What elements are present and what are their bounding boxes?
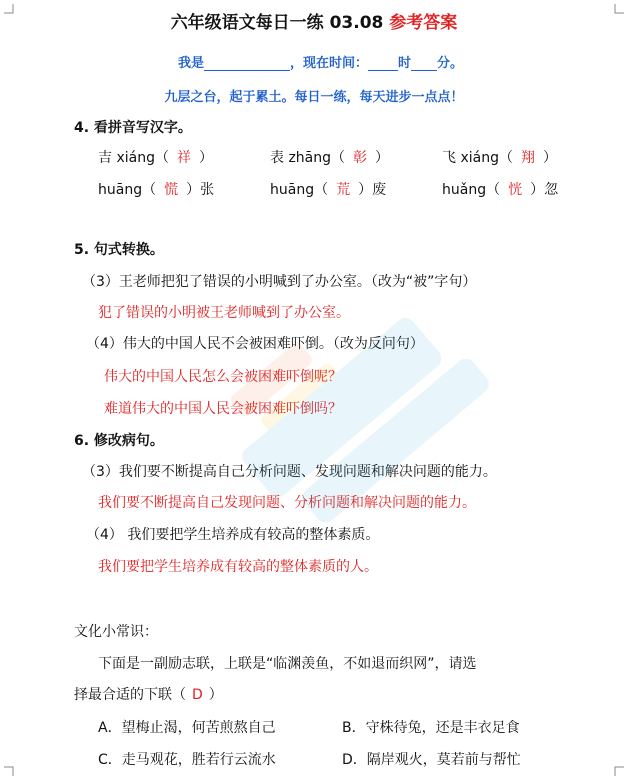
q4-answer: 翔 xyxy=(520,150,535,166)
q4-item xyxy=(98,147,213,167)
q4-prompt: 表 zhāng（ xyxy=(270,150,346,166)
q4-answer: 慌 xyxy=(164,182,179,198)
q5-answer-4b: 难道伟大的中国人民会被困难吓倒吗？ xyxy=(104,401,342,417)
q5-heading: 5. 句式转换。 xyxy=(74,242,164,258)
q4-answer: 彰 xyxy=(353,150,368,166)
q4-bracket: ） xyxy=(198,150,213,166)
culture-para-2-text: 择最合适的下联（ xyxy=(74,687,186,703)
info-min: 分。 xyxy=(437,56,464,71)
q4-prompt: huǎng（ xyxy=(442,182,501,198)
q4-prompt: huāng（ xyxy=(98,182,157,198)
info-prefix: 我是 xyxy=(178,56,205,71)
q4-prompt: 飞 xiáng（ xyxy=(442,150,513,166)
culture-para-2 xyxy=(74,684,223,704)
q4-item xyxy=(442,147,557,167)
crop-mark-icon xyxy=(4,766,14,776)
title-answer: 参考答案 xyxy=(389,13,458,33)
q4-answer: 祥 xyxy=(176,150,191,166)
q5-item-3: （3）王老师把犯了错误的小明喊到了办公室。（改为“被”字句） xyxy=(82,274,477,290)
q5-answer-3: 犯了错误的小明被王老师喊到了办公室。 xyxy=(98,305,350,321)
option-c: C．走马观花，胜若行云流水 xyxy=(98,752,276,768)
option-d: D．隔岸观火，莫若前与帮忙 xyxy=(342,752,521,768)
q5-answer-4a: 伟大的中国人民怎么会被困难吓倒呢？ xyxy=(104,369,342,385)
q4-heading: 4. 看拼音写汉字。 xyxy=(74,120,192,136)
q6-answer-4: 我们要把学生培养成有较高的整体素质的人。 xyxy=(98,559,378,575)
q4-answer: 恍 xyxy=(508,182,523,198)
culture-para-1: 下面是一副励志联，上联是“临渊羡鱼，不如退而织网”，请选 xyxy=(98,656,477,672)
title-main: 六年级语文每日一练 03.08 xyxy=(170,13,390,33)
info-hour: 时 xyxy=(398,56,412,71)
q4-bracket: ）废 xyxy=(358,182,387,198)
q4-bracket: ） xyxy=(375,150,390,166)
culture-heading: 文化小常识： xyxy=(74,624,158,640)
option-b: B．守株待兔，还是丰衣足食 xyxy=(342,720,520,736)
q6-item-4: （4） 我们要把学生培养成有较高的整体素质。 xyxy=(86,527,380,543)
q4-item xyxy=(270,179,386,199)
q4-bracket: ）忽 xyxy=(530,182,559,198)
crop-mark-icon xyxy=(614,766,624,776)
minute-blank[interactable] xyxy=(411,56,437,71)
q4-item xyxy=(270,147,389,167)
culture-answer: D xyxy=(192,687,203,703)
q4-prompt: 吉 xiáng（ xyxy=(98,150,169,166)
q5-item-4: （4）伟大的中国人民不会被困难吓倒。（改为反问句） xyxy=(86,336,424,352)
q4-bracket: ）张 xyxy=(186,182,215,198)
culture-para-2-bracket: ） xyxy=(208,687,223,703)
q4-answer: 荒 xyxy=(336,182,351,198)
motto: 九层之台，起于累土。每日一练，每天进步一点点！ xyxy=(164,90,464,105)
q6-heading: 6. 修改病句。 xyxy=(74,433,164,449)
q4-bracket: ） xyxy=(542,150,557,166)
page-title xyxy=(0,8,628,33)
hour-blank[interactable] xyxy=(368,56,398,71)
name-blank[interactable] xyxy=(204,56,290,71)
q4-item xyxy=(98,179,214,199)
q4-prompt: huāng（ xyxy=(270,182,329,198)
q6-answer-3: 我们要不断提高自己发现问题、分析问题和解决问题的能力。 xyxy=(98,495,476,511)
q4-item xyxy=(442,179,558,199)
info-line xyxy=(178,52,463,71)
option-a: A．望梅止渴，何苦煎熬自己 xyxy=(98,720,276,736)
q6-item-3: （3）我们要不断提高自己分析问题、发现问题和解决问题的能力。 xyxy=(82,464,497,480)
info-mid: ，现在时间： xyxy=(290,56,369,71)
